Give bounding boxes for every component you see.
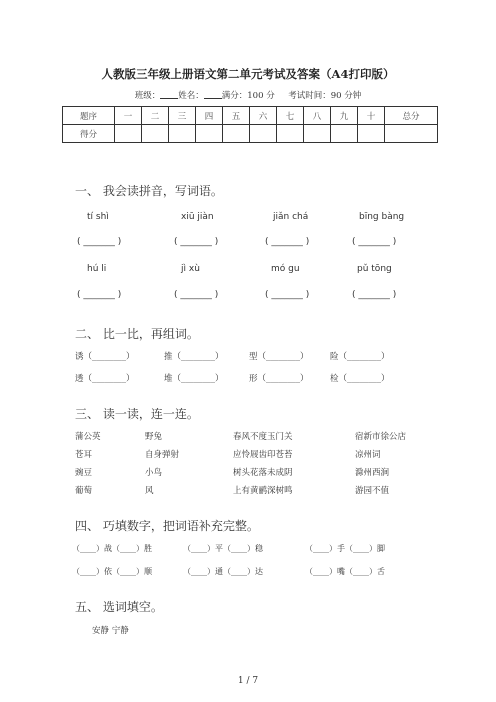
score-cell bbox=[304, 125, 331, 143]
section-2-title: 二、 比一比，再组词。 bbox=[75, 327, 199, 341]
word-compare-item: 型（________） bbox=[249, 352, 309, 362]
score-table-score-row bbox=[63, 125, 438, 143]
idiom-fill-item: （____）战（____）胜 bbox=[72, 544, 152, 553]
section-1-title: 一、 我会读拼音，写词语。 bbox=[75, 184, 223, 198]
word-choices: 安静 宁静 bbox=[92, 626, 129, 636]
word-compare-item: 推（________） bbox=[164, 352, 224, 362]
word-compare-item: 堆（________） bbox=[164, 374, 224, 384]
score-header-cell: 四 bbox=[196, 107, 223, 125]
pinyin-item: bīng bàng bbox=[359, 212, 405, 222]
answer-blank: ( _______ ) bbox=[77, 237, 122, 247]
score-header-cell: 十 bbox=[358, 107, 385, 125]
section-4-title: 四、 巧填数字，把词语补充完整。 bbox=[75, 519, 259, 533]
pinyin-item: xiū jiàn bbox=[181, 212, 214, 222]
match-item: 豌豆 bbox=[75, 468, 93, 478]
score-table bbox=[62, 106, 438, 143]
pinyin-item: pǔ tōng bbox=[357, 264, 392, 274]
idiom-fill-item: （____）通（____）达 bbox=[183, 567, 263, 576]
word-compare-item: 诱（________） bbox=[75, 352, 135, 362]
class-label: 班级： bbox=[134, 91, 161, 101]
section-3-title: 三、 读一读，连一连。 bbox=[75, 407, 199, 421]
pinyin-item: jì xù bbox=[181, 264, 200, 274]
exam-time: 考试时间：90 分钟 bbox=[288, 91, 362, 101]
score-header-cell: 总分 bbox=[385, 107, 438, 125]
pinyin-item: mó gu bbox=[271, 264, 300, 274]
idiom-fill-item: （____）平（____）稳 bbox=[183, 544, 263, 553]
score-cell bbox=[115, 125, 142, 143]
match-item: 苍耳 bbox=[75, 450, 93, 460]
score-header-cell: 三 bbox=[169, 107, 196, 125]
name-label: 姓名： bbox=[178, 91, 204, 101]
answer-blank: ( _______ ) bbox=[352, 290, 397, 300]
document-title: 人教版三年级上册语文第二单元考试及答案（A4打印版） bbox=[101, 67, 395, 81]
match-item: 凉州词 bbox=[355, 450, 381, 460]
match-item: 上有黄鹂深树鸣 bbox=[233, 486, 293, 496]
full-score: 满分：100 分 bbox=[221, 91, 275, 101]
pinyin-item: hú li bbox=[87, 264, 107, 274]
score-cell bbox=[142, 125, 169, 143]
idiom-fill-item: （____）嘴（____）舌 bbox=[305, 567, 385, 576]
score-header-cell: 五 bbox=[223, 107, 250, 125]
score-header-cell: 二 bbox=[142, 107, 169, 125]
score-cell bbox=[331, 125, 358, 143]
word-compare-item: 检（________） bbox=[330, 374, 390, 384]
score-cell bbox=[385, 125, 438, 143]
match-item: 风 bbox=[145, 486, 154, 496]
score-header-cell: 九 bbox=[331, 107, 358, 125]
score-header-cell: 一 bbox=[115, 107, 142, 125]
match-item: 蒲公英 bbox=[75, 432, 101, 442]
score-cell bbox=[250, 125, 277, 143]
exam-info-line bbox=[0, 89, 496, 101]
match-item: 游园不值 bbox=[355, 486, 390, 496]
page-number: 1 / 7 bbox=[237, 676, 259, 686]
score-table-header-row bbox=[63, 107, 438, 125]
match-item: 葡萄 bbox=[75, 486, 93, 496]
score-header-cell: 八 bbox=[304, 107, 331, 125]
name-blank bbox=[204, 89, 222, 99]
score-cell bbox=[169, 125, 196, 143]
answer-blank: ( _______ ) bbox=[265, 237, 310, 247]
match-item: 春风不度玉门关 bbox=[233, 432, 293, 442]
score-row-label: 得分 bbox=[63, 125, 115, 143]
score-cell bbox=[358, 125, 385, 143]
word-compare-item: 形（________） bbox=[249, 374, 309, 384]
match-item: 自身弹射 bbox=[145, 450, 180, 460]
match-item: 宿新市徐公店 bbox=[355, 432, 407, 442]
pinyin-item: jiǎn chá bbox=[273, 212, 309, 222]
answer-blank: ( _______ ) bbox=[174, 237, 219, 247]
score-cell bbox=[277, 125, 304, 143]
answer-blank: ( _______ ) bbox=[77, 290, 122, 300]
score-cell bbox=[196, 125, 223, 143]
match-item: 应怜屐齿印苍苔 bbox=[233, 450, 293, 460]
idiom-fill-item: （____）依（____）顺 bbox=[72, 567, 152, 576]
score-cell bbox=[223, 125, 250, 143]
class-blank bbox=[160, 89, 178, 99]
score-header-cell: 六 bbox=[250, 107, 277, 125]
answer-blank: ( _______ ) bbox=[352, 237, 397, 247]
score-header-cell: 题序 bbox=[63, 107, 115, 125]
idiom-fill-item: （____）手（____）脚 bbox=[305, 544, 385, 553]
section-5-title: 五、 选词填空。 bbox=[75, 600, 163, 614]
match-item: 滁州西涧 bbox=[355, 468, 390, 478]
match-item: 小鸟 bbox=[145, 468, 163, 478]
match-item: 树头花落未成阴 bbox=[233, 468, 293, 478]
answer-blank: ( _______ ) bbox=[174, 290, 219, 300]
word-compare-item: 透（________） bbox=[75, 374, 135, 384]
pinyin-item: tí shì bbox=[87, 212, 109, 222]
word-compare-item: 险（________） bbox=[330, 352, 390, 362]
match-item: 野兔 bbox=[145, 432, 163, 442]
answer-blank: ( _______ ) bbox=[265, 290, 310, 300]
score-header-cell: 七 bbox=[277, 107, 304, 125]
